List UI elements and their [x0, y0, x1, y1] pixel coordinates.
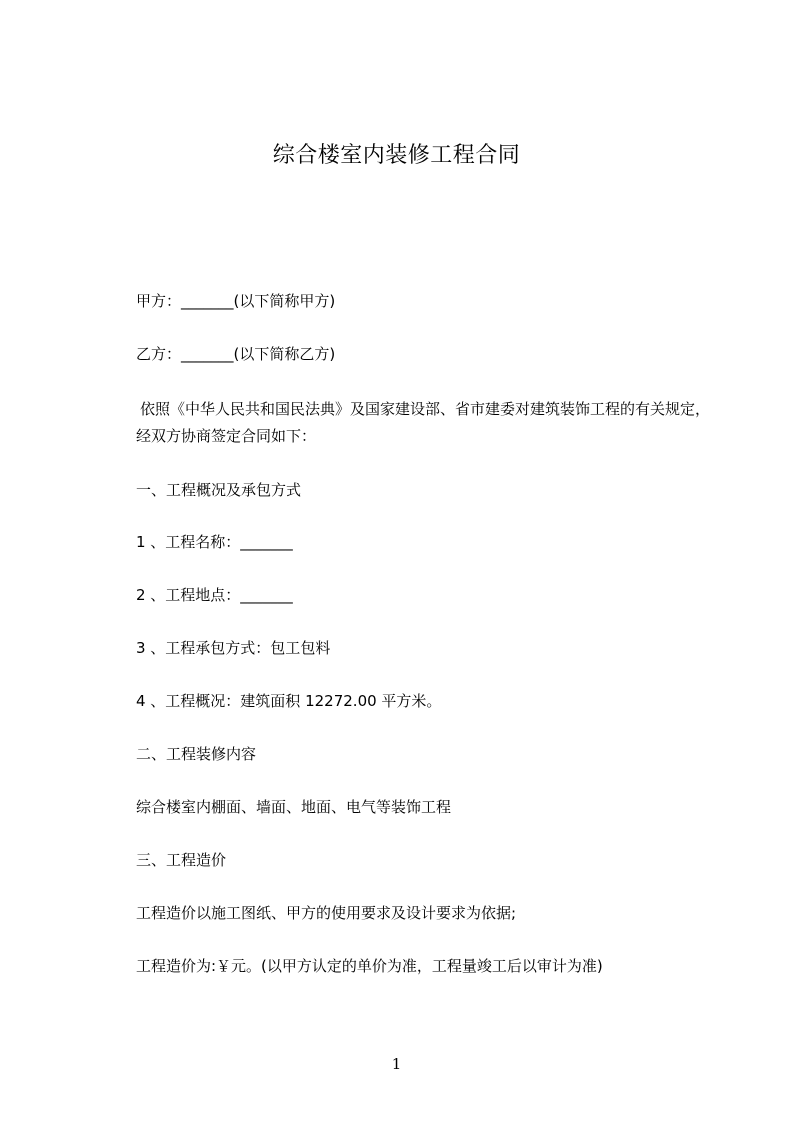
- item-project-name: 1 、工程名称：_______: [136, 533, 293, 551]
- cost-amount-line: 工程造价为:￥元。(以甲方认定的单价为准，工程量竣工后以审计为准): [136, 957, 603, 975]
- item-project-overview: 4 、工程概况：建筑面积 12272.00 平方米。: [136, 692, 442, 710]
- section-2-content: 综合楼室内棚面、墙面、地面、电气等装饰工程: [136, 798, 452, 816]
- section-2-heading: 二、工程装修内容: [136, 745, 257, 763]
- item-contract-method: 3 、工程承包方式：包工包料: [136, 639, 331, 657]
- preamble-paragraph: 依照《中华人民共和国民法典》及国家建设部、省市建委对建筑装饰工程的有关规定，经双方协商签定合同如下：: [136, 400, 711, 445]
- item-project-location: 2 、工程地点：_______: [136, 586, 293, 604]
- section-1-heading: 一、工程概况及承包方式: [136, 481, 302, 499]
- page-number: 1: [391, 1055, 402, 1073]
- section-3-heading: 三、工程造价: [136, 851, 227, 869]
- document-title: 综合楼室内装修工程合同: [272, 143, 521, 168]
- cost-basis-line: 工程造价以施工图纸、甲方的使用要求及设计要求为依据;: [136, 904, 517, 922]
- party-a-line: 甲方：_______(以下简称甲方): [136, 292, 336, 310]
- party-b-line: 乙方：_______(以下简称乙方): [136, 345, 336, 363]
